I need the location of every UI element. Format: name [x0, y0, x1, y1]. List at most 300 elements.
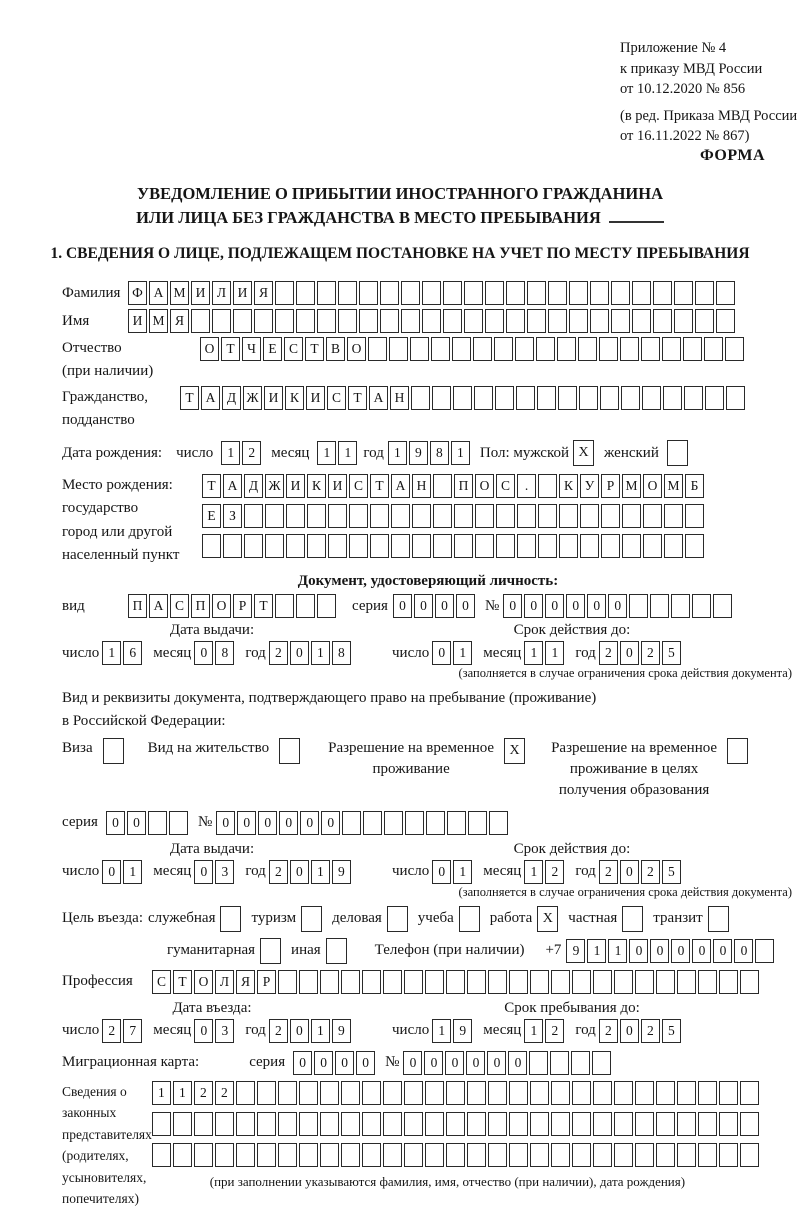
char-box: [411, 386, 430, 410]
annex-reference: [620, 38, 797, 147]
char-box: [341, 1112, 360, 1136]
visa-label: Виза: [62, 738, 93, 759]
char-box: [152, 1143, 171, 1167]
char-box: [614, 970, 633, 994]
form-title-line2: ИЛИ ЛИЦА БЕЗ ГРАЖДАНСТВА В МЕСТО ПРЕБЫВАНИЯ: [0, 206, 800, 230]
representatives-boxes: [152, 1081, 761, 1190]
char-box: [320, 970, 339, 994]
char-box: [530, 1112, 549, 1136]
char-box: 0: [393, 594, 412, 618]
char-box: Р: [257, 970, 276, 994]
char-box: [446, 1143, 465, 1167]
char-box: [488, 970, 507, 994]
char-box: [317, 281, 336, 305]
char-box: [380, 309, 399, 333]
char-box: 1: [102, 641, 121, 665]
restriction-note: (заполняется в случае ограничения срока действия документа): [62, 666, 792, 681]
char-box: [590, 309, 609, 333]
char-box: [485, 281, 504, 305]
char-box: [632, 281, 651, 305]
char-box: [296, 309, 315, 333]
char-box: 9: [409, 441, 428, 465]
char-box: 2: [269, 1019, 288, 1043]
residence-series-label: серия: [62, 814, 98, 831]
given-name-boxes: [128, 309, 737, 333]
char-box: [464, 281, 483, 305]
char-box: [278, 1081, 297, 1105]
char-box: 1: [338, 441, 357, 465]
char-box: 1: [608, 939, 627, 963]
char-box: [475, 504, 494, 528]
char-box: [572, 1143, 591, 1167]
char-box: [713, 594, 732, 618]
profession-boxes: [152, 970, 761, 994]
char-box: [664, 534, 683, 558]
visa-checkbox: [103, 738, 124, 764]
char-box: [368, 337, 387, 361]
char-box: [467, 1112, 486, 1136]
char-box: 1: [311, 641, 330, 665]
char-box: [422, 281, 441, 305]
char-box: [286, 534, 305, 558]
char-box: [338, 281, 357, 305]
residence-issue-day-boxes: [102, 860, 144, 884]
purpose-humanitarian-checkbox: [260, 938, 281, 964]
char-box: А: [223, 474, 242, 498]
char-box: [404, 1081, 423, 1105]
char-box: 3: [215, 860, 234, 884]
char-box: 0: [194, 860, 213, 884]
char-box: 0: [356, 1051, 375, 1075]
char-box: 0: [734, 939, 753, 963]
char-box: [447, 811, 466, 835]
char-box: 8: [430, 441, 449, 465]
char-box: [383, 1143, 402, 1167]
char-box: [485, 309, 504, 333]
char-box: 0: [587, 594, 606, 618]
char-box: 2: [269, 641, 288, 665]
char-box: 0: [503, 594, 522, 618]
char-box: [601, 534, 620, 558]
char-box: П: [454, 474, 473, 498]
char-box: 0: [314, 1051, 333, 1075]
identity-doc-heading: Документ, удостоверяющий личность:: [62, 573, 794, 590]
char-box: 2: [641, 860, 660, 884]
entry-purpose-row2: гуманитарная иная Телефон (при наличии) +7 9 1 1 0 0 0 0 0 0: [167, 938, 794, 964]
char-box: [236, 1081, 255, 1105]
char-box: [551, 1112, 570, 1136]
char-box: К: [559, 474, 578, 498]
char-box: [383, 1112, 402, 1136]
char-box: [611, 281, 630, 305]
residence-valid-year-boxes: [599, 860, 683, 884]
char-box: [475, 534, 494, 558]
char-box: [580, 504, 599, 528]
char-box: 0: [424, 1051, 443, 1075]
char-box: 0: [435, 594, 454, 618]
char-box: [517, 504, 536, 528]
char-box: [740, 970, 759, 994]
char-box: [342, 811, 361, 835]
char-box: 9: [453, 1019, 472, 1043]
char-box: [572, 970, 591, 994]
char-box: [405, 811, 424, 835]
char-box: Т: [254, 594, 273, 618]
residence-doc-dates: [62, 841, 794, 884]
char-box: У: [580, 474, 599, 498]
identity-doc-dates: [62, 622, 794, 665]
char-box: 0: [403, 1051, 422, 1075]
char-box: [265, 534, 284, 558]
char-box: 0: [713, 939, 732, 963]
char-box: [580, 534, 599, 558]
char-box: Т: [370, 474, 389, 498]
char-box: [663, 386, 682, 410]
char-box: [592, 1051, 611, 1075]
char-box: [593, 1081, 612, 1105]
char-box: [236, 1143, 255, 1167]
migration-series-label: серия: [249, 1054, 285, 1071]
purpose-study-checkbox: [459, 906, 480, 932]
residence-doc-options: [62, 738, 794, 801]
char-box: 1: [152, 1081, 171, 1105]
char-box: [488, 1143, 507, 1167]
char-box: [489, 811, 508, 835]
char-box: [656, 1112, 675, 1136]
restriction-note-2: (заполняется в случае ограничения срока действия документа): [62, 885, 792, 900]
char-box: О: [194, 970, 213, 994]
representatives-row3: [152, 1143, 761, 1167]
char-box: [698, 970, 717, 994]
char-box: [275, 594, 294, 618]
char-box: 0: [432, 641, 451, 665]
char-box: 8: [332, 641, 351, 665]
char-box: [338, 309, 357, 333]
annex-line: от 16.11.2022 № 867): [620, 126, 797, 147]
char-box: Я: [254, 281, 273, 305]
char-box: [278, 1112, 297, 1136]
char-box: 2: [269, 860, 288, 884]
identity-doc-row: [62, 594, 794, 618]
birth-place-row2: [202, 504, 706, 528]
char-box: 2: [599, 860, 618, 884]
char-box: О: [475, 474, 494, 498]
char-box: [527, 281, 546, 305]
char-box: [674, 281, 693, 305]
char-box: [359, 281, 378, 305]
form-title: [0, 182, 800, 230]
char-box: [538, 534, 557, 558]
char-box: 2: [641, 641, 660, 665]
char-box: М: [664, 474, 683, 498]
char-box: [569, 281, 588, 305]
char-box: [452, 337, 471, 361]
citizenship-label: Гражданство, подданство: [62, 386, 180, 433]
char-box: [401, 309, 420, 333]
valid-until-col: [392, 622, 752, 665]
char-box: [169, 811, 188, 835]
char-box: [548, 281, 567, 305]
char-box: 0: [671, 939, 690, 963]
residence-permit-option: [148, 738, 302, 764]
char-box: [509, 1112, 528, 1136]
char-box: [695, 281, 714, 305]
char-box: [683, 337, 702, 361]
char-box: П: [191, 594, 210, 618]
char-box: [257, 1143, 276, 1167]
char-box: [653, 281, 672, 305]
char-box: [467, 1143, 486, 1167]
char-box: [632, 309, 651, 333]
annex-line: к приказу МВД России: [620, 59, 797, 80]
char-box: Р: [601, 474, 620, 498]
residence-issue-month-boxes: [194, 860, 236, 884]
char-box: [432, 386, 451, 410]
annex-line: (в ред. Приказа МВД России: [620, 106, 797, 127]
char-box: [558, 386, 577, 410]
char-box: [677, 1143, 696, 1167]
char-box: [370, 534, 389, 558]
representatives-note: (при заполнении указываются фамилия, имя, отчество (при наличии), дата рождения): [74, 1174, 761, 1190]
sex-female-checkbox: [667, 440, 688, 466]
char-box: [662, 337, 681, 361]
birth-day-boxes: [221, 441, 263, 465]
entry-month-boxes: [194, 1019, 236, 1043]
char-box: [509, 970, 528, 994]
phone-label: Телефон (при наличии): [375, 942, 525, 959]
char-box: [620, 337, 639, 361]
residence-doc-series-row: [62, 811, 794, 835]
char-box: [557, 337, 576, 361]
char-box: [685, 534, 704, 558]
char-box: 0: [456, 594, 475, 618]
char-box: [391, 534, 410, 558]
char-box: 0: [545, 594, 564, 618]
sex-female-label: женский: [604, 445, 659, 462]
char-box: [593, 1143, 612, 1167]
char-box: 8: [215, 641, 234, 665]
char-box: 0: [414, 594, 433, 618]
stay-until-col: Срок пребывания до: число 1 9 месяц 1 2 год 2 0 2 5: [392, 1000, 752, 1043]
char-box: [716, 309, 735, 333]
char-box: [454, 534, 473, 558]
char-box: [671, 594, 690, 618]
char-box: [223, 534, 242, 558]
char-box: 0: [432, 860, 451, 884]
char-box: 2: [545, 1019, 564, 1043]
profession-label: Профессия: [62, 973, 152, 990]
char-box: [656, 1081, 675, 1105]
char-box: [426, 811, 445, 835]
issue-year-boxes: [269, 641, 353, 665]
char-box: 0: [194, 641, 213, 665]
char-box: [517, 534, 536, 558]
char-box: 0: [258, 811, 277, 835]
char-box: 0: [194, 1019, 213, 1043]
char-box: [320, 1112, 339, 1136]
char-box: [307, 504, 326, 528]
profession-row: [62, 970, 794, 994]
char-box: К: [285, 386, 304, 410]
purpose-transit-checkbox: [708, 906, 729, 932]
residence-issue-year-boxes: [269, 860, 353, 884]
char-box: Л: [212, 281, 231, 305]
char-box: [215, 1112, 234, 1136]
char-box: [265, 504, 284, 528]
char-box: [317, 594, 336, 618]
char-box: [425, 1081, 444, 1105]
char-box: [611, 309, 630, 333]
char-box: Е: [202, 504, 221, 528]
doc-type-boxes: [128, 594, 338, 618]
issue-date-col: [62, 622, 362, 665]
char-box: 0: [692, 939, 711, 963]
char-box: [599, 337, 618, 361]
char-box: [698, 1112, 717, 1136]
char-box: [537, 386, 556, 410]
char-box: Н: [412, 474, 431, 498]
char-box: [244, 504, 263, 528]
char-box: 1: [451, 441, 470, 465]
char-box: И: [264, 386, 283, 410]
char-box: 2: [641, 1019, 660, 1043]
purpose-work-checkbox: X: [537, 906, 558, 932]
char-box: Р: [233, 594, 252, 618]
issue-date-group: число 1 6 месяц 0 8 год 2 0 1 8: [62, 641, 362, 665]
char-box: 2: [215, 1081, 234, 1105]
char-box: 0: [106, 811, 125, 835]
char-box: 9: [332, 860, 351, 884]
temp-residence-option: [328, 738, 527, 780]
char-box: [299, 1081, 318, 1105]
representatives-label: Сведения о законных представителях (родителях, усыновителях, попечителях): [62, 1081, 152, 1210]
stay-year-boxes: [599, 1019, 683, 1043]
char-box: [494, 337, 513, 361]
char-box: М: [149, 309, 168, 333]
char-box: [362, 1081, 381, 1105]
char-box: С: [284, 337, 303, 361]
char-box: [446, 970, 465, 994]
char-box: [454, 504, 473, 528]
phone-prefix: +7: [545, 942, 561, 959]
char-box: [656, 970, 675, 994]
valid-until-group: число 0 1 месяц 1 1 год 2 0 2 5: [392, 641, 752, 665]
char-box: [349, 504, 368, 528]
char-box: [551, 1143, 570, 1167]
char-box: С: [170, 594, 189, 618]
char-box: Ф: [128, 281, 147, 305]
char-box: [698, 1143, 717, 1167]
char-box: [593, 1112, 612, 1136]
purpose-official-checkbox: [220, 906, 241, 932]
annex-line: от 10.12.2020 № 856: [620, 79, 797, 100]
residence-valid-col: Срок действия до: число 0 1 месяц 1 2 год 2 0 2 5: [392, 841, 752, 884]
char-box: [275, 309, 294, 333]
char-box: 1: [524, 860, 543, 884]
char-box: 0: [608, 594, 627, 618]
char-box: [468, 811, 487, 835]
birth-place-row3: [202, 534, 706, 558]
char-box: [635, 1112, 654, 1136]
char-box: 5: [662, 1019, 681, 1043]
residence-series-boxes: [106, 811, 190, 835]
given-name-label: Имя: [62, 313, 128, 330]
char-box: [643, 504, 662, 528]
char-box: [716, 281, 735, 305]
char-box: .: [517, 474, 536, 498]
char-box: [212, 309, 231, 333]
doc-number-sign: №: [485, 598, 499, 615]
given-name-row: [62, 309, 794, 333]
char-box: 0: [127, 811, 146, 835]
doc-series-label: серия: [352, 598, 388, 615]
char-box: [705, 386, 724, 410]
char-box: [719, 970, 738, 994]
temp-residence-edu-option: [551, 738, 750, 801]
char-box: [495, 386, 514, 410]
char-box: Л: [215, 970, 234, 994]
char-box: 1: [545, 641, 564, 665]
residence-issue-group: число 0 1 месяц 0 3 год 2 0 1 9: [62, 860, 362, 884]
char-box: [404, 1112, 423, 1136]
char-box: [642, 386, 661, 410]
char-box: 0: [290, 860, 309, 884]
patronymic-boxes: [200, 337, 746, 361]
char-box: В: [326, 337, 345, 361]
char-box: [404, 970, 423, 994]
char-box: [202, 534, 221, 558]
char-box: [194, 1112, 213, 1136]
char-box: [328, 504, 347, 528]
char-box: 9: [332, 1019, 351, 1043]
surname-label: Фамилия: [62, 285, 128, 302]
entry-dates: [62, 1000, 794, 1043]
char-box: [551, 970, 570, 994]
char-box: [148, 811, 167, 835]
char-box: [401, 281, 420, 305]
char-box: [446, 1081, 465, 1105]
char-box: К: [307, 474, 326, 498]
residence-valid-group: число 0 1 месяц 1 2 год 2 0 2 5: [392, 860, 752, 884]
form-body: [62, 281, 794, 1210]
char-box: [614, 1081, 633, 1105]
residence-valid-day-boxes: [432, 860, 474, 884]
representatives-row: [62, 1081, 794, 1210]
char-box: 2: [194, 1081, 213, 1105]
char-box: [317, 309, 336, 333]
char-box: [614, 1112, 633, 1136]
char-box: [307, 534, 326, 558]
char-box: [467, 1081, 486, 1105]
char-box: [622, 504, 641, 528]
title-underline: [609, 207, 664, 223]
char-box: 1: [311, 860, 330, 884]
valid-year-boxes: [599, 641, 683, 665]
char-box: [719, 1081, 738, 1105]
char-box: [410, 337, 429, 361]
char-box: М: [170, 281, 189, 305]
char-box: [425, 1143, 444, 1167]
char-box: [496, 534, 515, 558]
char-box: [530, 970, 549, 994]
migration-card-label: Миграционная карта:: [62, 1054, 199, 1071]
residence-valid-month-boxes: [524, 860, 566, 884]
birth-place-row1: [202, 474, 706, 498]
temp-residence-label: Разрешение на временное проживание: [328, 738, 494, 780]
char-box: [692, 594, 711, 618]
char-box: [740, 1081, 759, 1105]
stay-day-boxes: [432, 1019, 474, 1043]
